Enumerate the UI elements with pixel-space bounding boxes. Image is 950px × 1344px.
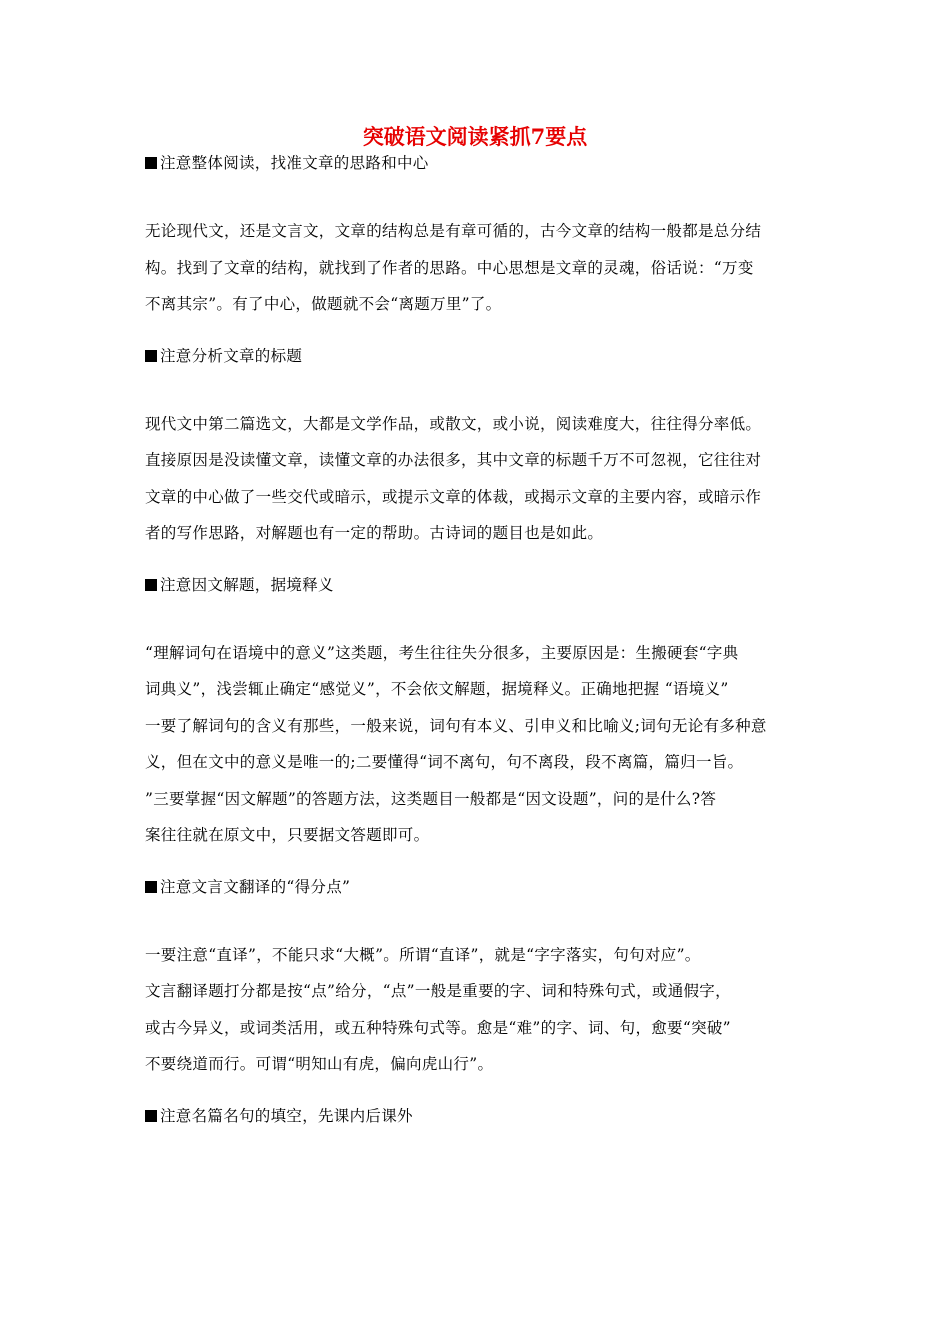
section-heading (145, 875, 815, 899)
section-heading (145, 1104, 815, 1128)
section-heading (145, 151, 815, 175)
paragraph-line: 一要注意“直译”，不能只求“大概”。所谓“直译”，就是“字字落实，句句对应”。 (145, 945, 701, 964)
paragraph-line: 文言翻译题打分都是按“点”给分，“点”一般是重要的字、词和特殊句式，或通假字， (145, 982, 731, 1000)
paragraph-line: 一要了解词句的含义有那些，一般来说，词句有本义、引申义和比喻义;词句无论有多种意 (145, 716, 767, 735)
paragraph-line: 现代文中第二篇选文，大都是文学作品，或散文，或小说，阅读难度大，往往得分率低。 (145, 414, 762, 433)
paragraph-line: 案往往就在原文中，只要据文答题即可。 (145, 826, 430, 844)
paragraph-line: 无论现代文，还是文言文，文章的结构总是有章可循的，古今文章的结构一般都是总分结 (145, 222, 762, 240)
section-heading-text: 注意因文解题，据境释义 (160, 575, 334, 594)
document-title: 突破语文阅读紧抓7要点 (362, 124, 588, 149)
square-bullet-icon (145, 1110, 157, 1122)
paragraph-line: 义，但在文中的意义是唯一的;二要懂得“词不离句，句不离段，段不离篇，篇归一旨。 (145, 753, 744, 771)
paragraph-line: ”三要掌握“因文解题”的答题方法，这类题目一般都是“因文设题”，问的是什么?答 (145, 789, 717, 808)
section-heading-text: 注意文言文翻译的“得分点” (160, 877, 351, 896)
paragraph-line: 者的写作思路，对解题也有一定的帮助。古诗词的题目也是如此。 (145, 524, 604, 542)
paragraph-line: 直接原因是没读懂文章，读懂文章的办法很多，其中文章的标题千万不可忽视，它往往对 (145, 451, 762, 469)
section-heading (145, 573, 815, 597)
paragraph-line: 或古今异义，或词类活用，或五种特殊句式等。愈是“难”的字、词、句，愈要“突破” (145, 1018, 731, 1037)
section-heading-text: 注意分析文章的标题 (160, 346, 303, 365)
section-heading-text: 注意名篇名句的填空，先课内后课外 (160, 1106, 413, 1125)
section-heading (145, 344, 815, 368)
paragraph-line: 不离其宗”。有了中心，做题就不会“离题万里”了。 (145, 295, 502, 313)
paragraph-line: 文章的中心做了一些交代或暗示，或提示文章的体裁，或揭示文章的主要内容，或暗示作 (145, 487, 762, 506)
paragraph-line: 不要绕道而行。可谓“明知山有虎，偏向虎山行”。 (145, 1055, 494, 1073)
square-bullet-icon (145, 157, 157, 169)
paragraph-line: 词典义”，浅尝辄止确定“感觉义”，不会依文解题，据境释义。正确地把握 “语境义” (145, 680, 729, 698)
section-heading-text: 注意整体阅读，找准文章的思路和中心 (160, 154, 429, 172)
paragraph-line: 构。找到了文章的结构，就找到了作者的思路。中心思想是文章的灵魂，俗话说：“万变 (145, 258, 754, 277)
square-bullet-icon (145, 579, 157, 591)
paragraph-line: “理解词句在语境中的意义”这类题，考生往往失分很多，主要原因是：生搬硬套“字典 (145, 643, 739, 662)
document-body (145, 151, 815, 1128)
square-bullet-icon (145, 881, 157, 893)
square-bullet-icon (145, 350, 157, 362)
